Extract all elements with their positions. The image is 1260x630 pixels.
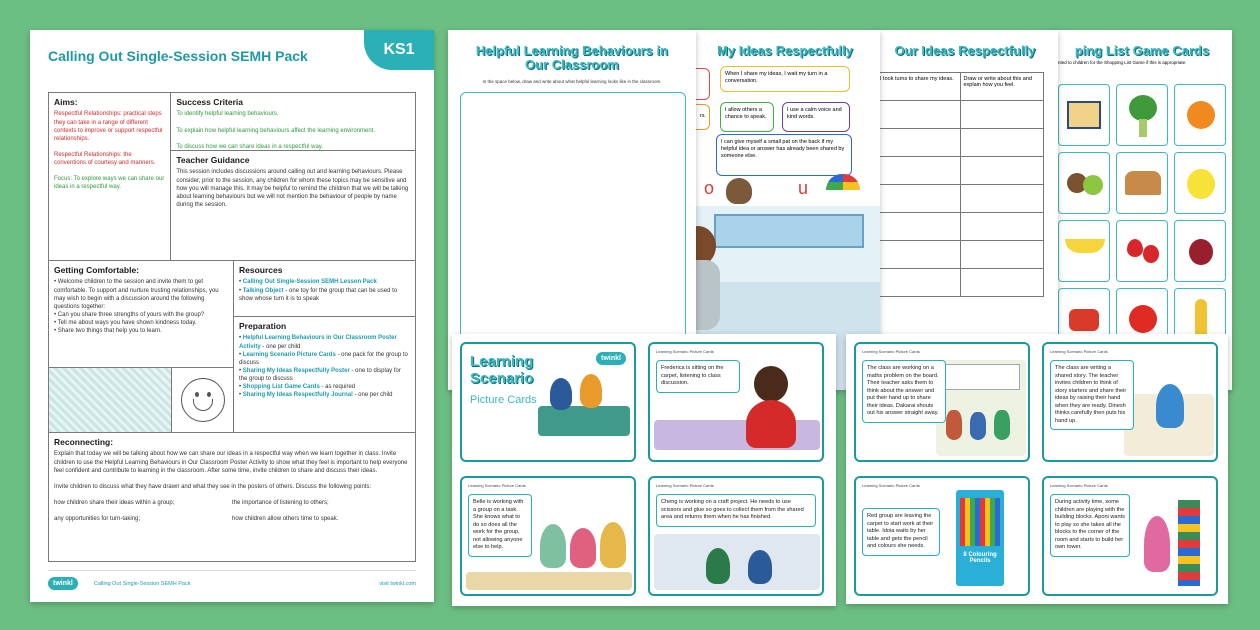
board xyxy=(942,364,1020,390)
bubble-fragment-text: rs. xyxy=(699,113,706,119)
food-card xyxy=(1116,220,1168,282)
guidance-text: This session includes discussions around calling out and learning behaviours. Please consider, prior to the session, any children for whom these topics may be sensitive and how you will manage this. It may be helpful to remind the children that we will be talking about learning behaviours but we will not mention the behaviour of people by name during the session. xyxy=(176,169,409,208)
reconnecting-section xyxy=(49,433,415,561)
child-figure xyxy=(550,378,572,410)
food-card xyxy=(1174,152,1226,214)
letter-o: o xyxy=(704,178,715,198)
poster1-title: Helpful Learning Behaviours in Our Classroom xyxy=(475,43,669,73)
food-card xyxy=(1116,84,1168,146)
comfortable-heading: Getting Comfortable: xyxy=(54,265,139,275)
resource-link[interactable]: Talking Object xyxy=(242,287,284,294)
resource-note: - one toy for the group that can be used to show whose turn it is to speak xyxy=(239,287,398,302)
decorative-pattern xyxy=(49,368,171,432)
footer-url[interactable]: visit twinkl.com xyxy=(379,580,416,587)
plan-grid xyxy=(48,92,416,562)
child-figure xyxy=(580,374,602,408)
child-body xyxy=(746,400,796,448)
child-figure xyxy=(1156,384,1184,428)
food-card-grid xyxy=(1058,84,1226,350)
craft-scene xyxy=(654,534,820,590)
pencils-box-label: 8 Colouring Pencils xyxy=(963,552,997,564)
child-figure xyxy=(600,522,626,568)
preparation-link[interactable]: Learning Scenario Picture Cards xyxy=(242,351,336,358)
twinkl-logo: twinkl xyxy=(48,577,78,590)
scenario-card[interactable] xyxy=(1042,342,1218,462)
colouring-pencils-box xyxy=(956,490,1004,586)
success-criteria xyxy=(171,93,415,151)
card-text: During activity time, some children are playing with the building blocks. Aponi wants to play so she takes all the blocks to the corner of the room and starts to build her own tower. xyxy=(1050,494,1130,557)
card-text: Cheng is working on a craft project. He needs to use scissors and glue so goes to collect them from the shared area and returns them when he has finished. xyxy=(656,494,816,527)
cover-title: Learning Scenario xyxy=(470,353,534,387)
window xyxy=(714,214,864,248)
comfortable-question: • Can you share three strengths of yours with the group? xyxy=(54,311,228,319)
preparation-section xyxy=(234,317,415,403)
food-card xyxy=(1058,152,1110,214)
aims-section xyxy=(49,93,170,260)
preparation-note: - one per child xyxy=(352,392,393,399)
block-tower xyxy=(1178,500,1200,586)
guidance-heading: Teacher Guidance xyxy=(176,155,250,165)
card-text: Belle is working with a group on a task. She knows what to do so does all the work for the group, not allowing anyone else to help. xyxy=(468,494,532,557)
success-item: To discuss how we can share ideas in a respectful way. xyxy=(176,143,324,150)
card-label: Learning Scenario Picture Cards xyxy=(656,349,714,354)
card-label: Learning Scenario Picture Cards xyxy=(468,483,526,488)
preparation-heading: Preparation xyxy=(239,321,287,331)
scenario-card[interactable] xyxy=(648,342,824,462)
card-text: The class are writing a shared story. The teacher invites children to think of story starters and share their ideas by raising their hand when they are ready. Dinesh thinks carefully then puts his hand up. xyxy=(1050,360,1134,430)
reconnecting-text: Invite children to discuss what they have drawn and what they see in the posters of others. Discuss the following points: xyxy=(54,483,372,490)
comfortable-question: • Tell me about ways you have shown kindness today. xyxy=(54,319,228,327)
scenario-card[interactable] xyxy=(460,476,636,596)
lesson-plan-sheet xyxy=(30,30,434,602)
table-scene xyxy=(538,406,630,436)
card-label: Learning Scenario Picture Cards xyxy=(656,483,714,488)
twinkl-logo: twinkl xyxy=(596,352,626,365)
journal-col-1: I took turns to share my ideas. xyxy=(877,73,961,101)
resource-link[interactable]: Calling Out Single-Session SEMH Lesson Pack xyxy=(242,279,377,286)
card-label: Learning Scenario Picture Cards xyxy=(862,349,920,354)
food-card xyxy=(1116,152,1168,214)
getting-comfortable xyxy=(49,261,233,367)
child-head xyxy=(754,366,788,402)
resources-heading: Resources xyxy=(239,265,283,275)
ks1-badge: KS1 xyxy=(364,30,434,70)
scenario-card[interactable] xyxy=(854,476,1030,596)
poster1-instruction: In the space below, draw and write about what helpful learning looks like in the classroom. xyxy=(482,78,662,84)
bubble-wait-turn: When I share my ideas, I wait my turn in a conversation. xyxy=(720,66,850,92)
shopping-instruction: nted to children for the Shopping List Game if this is appropriate. xyxy=(1058,60,1187,65)
preparation-note: - one to display for the group to discuss xyxy=(239,367,401,382)
scenario-card[interactable] xyxy=(1042,476,1218,596)
card-text: The class are working on a maths problem on the board. Their teacher asks them to think about the answer and put their hand up to share their ideas. Dakarai shouts out his answer straight away. xyxy=(862,360,946,423)
reconnecting-heading: Reconnecting: xyxy=(54,437,114,447)
preparation-link[interactable]: Helpful Learning Behaviours in Our Classroom Poster Activity xyxy=(239,335,397,350)
preparation-note: - one per child xyxy=(260,343,301,350)
cover-card[interactable] xyxy=(460,342,636,462)
plan-title: Calling Out Single-Session SEMH Pack xyxy=(48,48,308,64)
aim-1: Respectful Relationships: practical steps they can take in a range of different contexts to improve or support respectful relationships. xyxy=(54,111,163,142)
preparation-note: - as required xyxy=(319,384,356,391)
reconnecting-point: how children allow others time to speak. xyxy=(232,516,339,523)
plan-footer xyxy=(48,570,416,590)
success-item: To explain how helpful learning behaviours affect the learning environment. xyxy=(176,127,376,134)
letter-u: u xyxy=(798,178,809,198)
comfortable-question: • Share two things that help you to learn. xyxy=(54,327,228,335)
food-card xyxy=(1174,220,1226,282)
bubble-calm-voice: I use a calm voice and kind words. xyxy=(782,102,850,132)
child-figure xyxy=(706,548,730,584)
poster2-title: My Ideas Respectfully xyxy=(717,43,853,58)
success-heading: Success Criteria xyxy=(176,97,243,107)
teacher-guidance xyxy=(171,151,415,213)
aim-focus: Focus: To explore ways we can share our ideas in a respectful way. xyxy=(54,176,165,191)
reconnecting-point: any opportunities for turn-taking; xyxy=(54,516,141,523)
scenario-card[interactable] xyxy=(648,476,824,596)
bubble-allow-others: I allow others a chance to speak. xyxy=(720,102,774,132)
child-figure xyxy=(570,528,596,568)
aim-2: Respectful Relationships: the conventions of courtesy and manners. xyxy=(54,151,156,167)
card-text: Frederica is sitting on the carpet, listening to class discussion. xyxy=(656,360,740,393)
reconnecting-text: Explain that today we will be talking about how we can share our ideas in a respectful way when we learn together in class. Invite children to use the Helpful Learning Behaviours in Our Classroom Poster Activity to show what they feel is important to help everyone feel confident and contribute to learning in the classroom. After some time, invite children to share and discuss their ideas. xyxy=(54,451,408,474)
preparation-link[interactable]: Sharing My Ideas Respectfully Poster xyxy=(242,367,350,374)
scenario-cards-sheet-2 xyxy=(846,334,1228,604)
child-figure xyxy=(540,524,566,568)
maths-board-scene xyxy=(936,360,1026,456)
bubble-pat-back: I can give myself a small pat on the back if my helpful idea or answer has already been shared by someone else. xyxy=(716,134,852,176)
success-item: To identify helpful learning behaviours. xyxy=(176,111,279,118)
umbrella-icon xyxy=(826,174,860,190)
card-label: Learning Scenario Picture Cards xyxy=(1050,349,1108,354)
food-card xyxy=(1174,84,1226,146)
journal-table xyxy=(876,72,1044,297)
food-card xyxy=(1058,220,1110,282)
preparation-link[interactable]: Sharing My Ideas Respectfully Journal xyxy=(242,392,353,399)
card-label: Learning Scenario Picture Cards xyxy=(1050,483,1108,488)
aims-heading: Aims: xyxy=(54,97,78,107)
preparation-note: - one pack for the group to discuss xyxy=(239,351,408,366)
reconnecting-point: how children share their ideas within a group; xyxy=(54,500,175,507)
child-figure xyxy=(1144,516,1170,572)
card-label: Learning Scenario Picture Cards xyxy=(862,483,920,488)
preparation-link[interactable]: Shopping List Game Cards xyxy=(242,384,320,391)
child-figure xyxy=(748,550,772,584)
reconnecting-point: the importance of listening to others; xyxy=(232,500,329,507)
shopping-title: ping List Game Cards xyxy=(1074,43,1210,58)
food-card xyxy=(1058,84,1110,146)
comfortable-intro: • Welcome children to the session and invite them to get comfortable. To support and nurture trusting relationships, you may wish to begin with a discussion around the following questions together: xyxy=(54,278,228,310)
resources-section xyxy=(234,261,415,317)
cover-subtitle: Picture Cards xyxy=(470,394,537,406)
footer-title: Calling Out Single-Session SEMH Pack xyxy=(93,580,191,587)
owl-icon xyxy=(726,178,752,204)
journal-col-2: Draw or write about this and explain how you feel. xyxy=(960,73,1044,101)
smiley-face-icon xyxy=(171,368,233,432)
scenario-card[interactable] xyxy=(854,342,1030,462)
card-text: Red group are leaving the carpet to start work at their table. Idoia waits by her table and gets the pencil and colours she needs. xyxy=(862,508,940,556)
floor-scene xyxy=(466,572,632,590)
scenario-cards-sheet-1 xyxy=(452,334,836,606)
journal-title: Our Ideas Respectfully xyxy=(894,43,1036,58)
